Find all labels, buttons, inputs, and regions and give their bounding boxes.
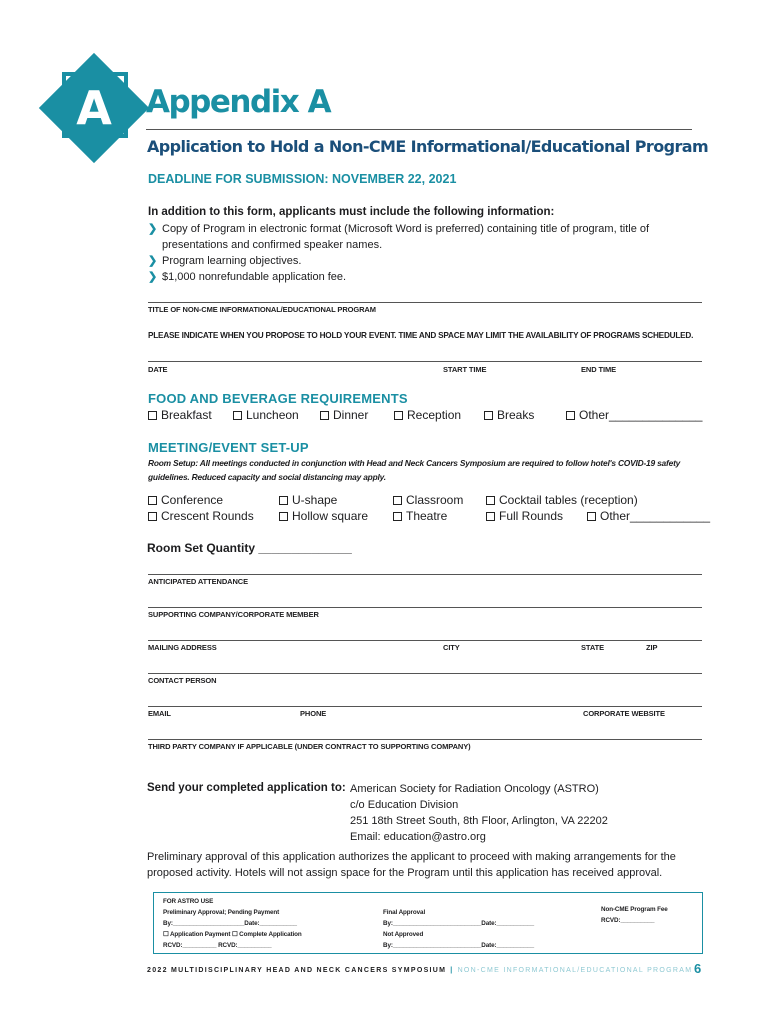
requirements-list	[148, 221, 688, 285]
checkbox-icon	[393, 512, 402, 521]
preliminary-approval-text: Preliminary approval of this application authorizes the applicant to proceed with making arrangements for the proposed activity. Hotels will not assign space for the Program until this application has received approval.	[147, 851, 676, 879]
checkbox-icon	[484, 411, 493, 420]
checkbox-icon	[587, 512, 596, 521]
chevron-right-icon: ❯	[148, 271, 158, 283]
chevron-right-icon: ❯	[148, 223, 158, 235]
page-number: 6	[694, 961, 702, 976]
chevron-right-icon: ❯	[148, 255, 158, 267]
checkbox-dinner[interactable]: Dinner	[320, 408, 368, 422]
checkbox-reception[interactable]: Reception	[394, 408, 461, 422]
start-time-label: START TIME	[443, 365, 487, 374]
state-label: STATE	[581, 643, 604, 652]
end-time-label: END TIME	[581, 365, 617, 374]
date-field[interactable]	[148, 361, 702, 362]
checkbox-theatre[interactable]: Theatre	[393, 509, 447, 523]
deadline-text: DEADLINE FOR SUBMISSION: NOVEMBER 22, 2021	[148, 172, 457, 186]
setup-note: Room Setup: All meetings conducted in conjunction with Head and Neck Cancers Symposium are required to follow hotel's COVID-19 safety guidelines. Reduced capacity and social distancing may apply.	[148, 458, 681, 482]
logo-letter: A	[76, 81, 112, 135]
send-to-label: Send your completed application to:	[147, 782, 346, 794]
requirements-heading: In addition to this form, applicants must include the following information:	[148, 206, 555, 218]
third-party-field[interactable]	[148, 739, 702, 740]
page-title: Appendix A	[146, 84, 331, 120]
food-section-title: FOOD AND BEVERAGE REQUIREMENTS	[148, 391, 408, 406]
astro-use-col-3: Non-CME Program Fee RCVD:__________	[601, 906, 668, 924]
checkbox-hollow-square[interactable]: Hollow square	[279, 509, 368, 523]
contact-person-label: CONTACT PERSON	[148, 676, 217, 685]
checkbox-icon	[279, 496, 288, 505]
corporate-website-label: CORPORATE WEBSITE	[583, 709, 665, 718]
checkbox-icon	[233, 411, 242, 420]
page-subtitle: Application to Hold a Non-CME Informational/Educational Program	[147, 137, 709, 156]
checkbox-classroom[interactable]: Classroom	[393, 493, 463, 507]
date-label: DATE	[148, 365, 168, 374]
checkbox-food-other[interactable]: Other______________	[566, 408, 702, 422]
email-field[interactable]	[148, 706, 702, 707]
checkbox-u-shape[interactable]: U-shape	[279, 493, 337, 507]
program-title-field[interactable]	[148, 302, 702, 303]
third-party-label: THIRD PARTY COMPANY IF APPLICABLE (UNDER CONTRACT TO SUPPORTING COMPANY)	[148, 742, 471, 751]
checkbox-icon	[486, 496, 495, 505]
checkbox-breaks[interactable]: Breaks	[484, 408, 534, 422]
checkbox-icon	[486, 512, 495, 521]
checkbox-icon	[393, 496, 402, 505]
checkbox-icon	[320, 411, 329, 420]
phone-label: PHONE	[300, 709, 327, 718]
mailing-address-field[interactable]	[148, 640, 702, 641]
checkbox-icon	[148, 411, 157, 420]
checkbox-cocktail-tables[interactable]: Cocktail tables (reception)	[486, 493, 638, 507]
attendance-label: ANTICIPATED ATTENDANCE	[148, 577, 249, 586]
city-label: CITY	[443, 643, 460, 652]
page-footer: 2022 MULTIDISCIPLINARY HEAD AND NECK CANCERS SYMPOSIUM | NON-CME INFORMATIONAL/EDUCATIONAL PROGRAM	[147, 967, 693, 974]
list-item: ❯ $1,000 nonrefundable application fee.	[148, 271, 347, 283]
checkbox-icon	[148, 496, 157, 505]
checkbox-breakfast[interactable]: Breakfast	[148, 408, 212, 422]
astro-use-col-2: Final Approval By:__________________________Date:___________ Not Approved By:__________________________Date:___________	[383, 909, 534, 949]
contact-person-field[interactable]	[148, 673, 702, 674]
list-item: ❯ Copy of Program in electronic format (Microsoft Word is preferred) containing title of program, title of presentations and confirmed speaker names.	[148, 223, 650, 251]
email-link[interactable]: Email: education@astro.org	[350, 831, 486, 843]
email-label: EMAIL	[148, 709, 171, 718]
checkbox-setup-other[interactable]: Other____________	[587, 509, 710, 523]
astro-use-box	[153, 892, 703, 954]
zip-label: ZIP	[646, 643, 658, 652]
mailing-address-label: MAILING ADDRESS	[148, 643, 217, 652]
checkbox-icon	[566, 411, 575, 420]
checkbox-icon	[279, 512, 288, 521]
mailing-address-block: American Society for Radiation Oncology (ASTRO) c/o Education Division 251 18th Street South, 8th Floor, Arlington, VA 22202 Email: education@astro.org	[350, 783, 608, 843]
checkbox-icon	[394, 411, 403, 420]
title-divider	[146, 129, 692, 130]
checkbox-crescent-rounds[interactable]: Crescent Rounds	[148, 509, 254, 523]
room-set-quantity[interactable]: Room Set Quantity ______________	[147, 541, 352, 555]
setup-section-title: MEETING/EVENT SET-UP	[148, 440, 309, 455]
program-title-label: TITLE OF NON-CME INFORMATIONAL/EDUCATIONAL PROGRAM	[148, 305, 376, 314]
supporting-company-label: SUPPORTING COMPANY/CORPORATE MEMBER	[148, 610, 319, 619]
attendance-field[interactable]	[148, 574, 702, 575]
astro-use-col-1: FOR ASTRO USE Preliminary Approval; Pending Payment By:_____________________Date:___________ ☐ Application Payment ☐ Complete Application RCVD:__________ RCVD:__________	[163, 898, 302, 949]
event-timing-note: PLEASE INDICATE WHEN YOU PROPOSE TO HOLD YOUR EVENT. TIME AND SPACE MAY LIMIT THE AVAILABILITY OF PROGRAMS SCHEDULED.	[148, 331, 694, 340]
checkbox-full-rounds[interactable]: Full Rounds	[486, 509, 563, 523]
list-item: ❯ Program learning objectives.	[148, 255, 302, 267]
supporting-company-field[interactable]	[148, 607, 702, 608]
checkbox-luncheon[interactable]: Luncheon	[233, 408, 299, 422]
checkbox-conference[interactable]: Conference	[148, 493, 223, 507]
checkbox-icon	[148, 512, 157, 521]
